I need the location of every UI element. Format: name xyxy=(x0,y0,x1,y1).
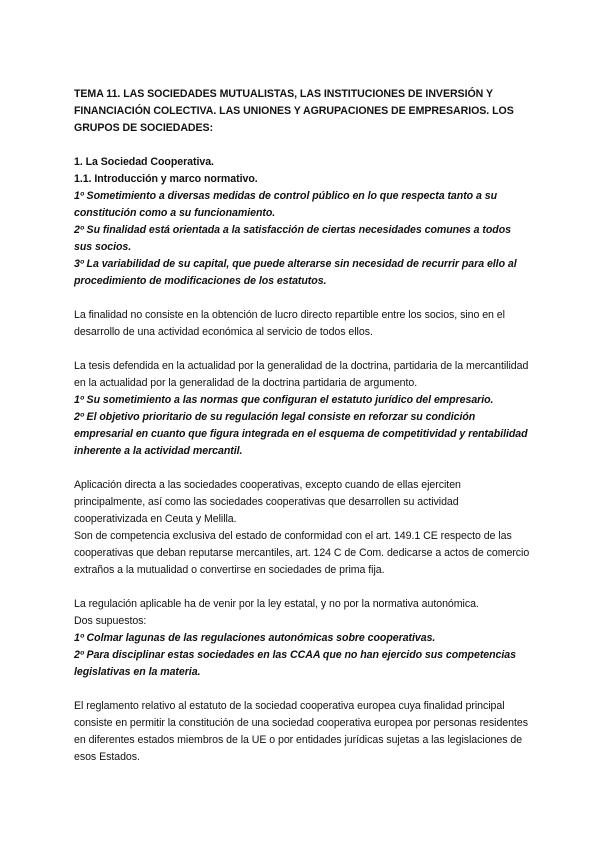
paragraph-regulacion: La regulación aplicable ha de venir por la ley estatal, y no por la normativa autonómica. xyxy=(74,598,479,610)
supuesto-point-2: 2º Para disciplinar estas sociedades en las CCAA que no han ejercido sus competencias legislativas en la materia. xyxy=(74,649,516,678)
document-body xyxy=(74,86,530,766)
spacer xyxy=(74,579,530,596)
supuestos-label: Dos supuestos: xyxy=(74,615,147,627)
spacer xyxy=(74,137,530,154)
cooperative-point-3: 3º La variabilidad de su capital, que puede alterarse sin necesidad de recurrir para ello al procedimiento de modificaciones de los estatutos. xyxy=(74,258,517,287)
paragraph-aplicacion: Aplicación directa a las sociedades cooperativas, excepto cuando de ellas ejerciten principalmente, así como las sociedades cooperativas que desarrollen su actividad cooperativizada en Ceuta y Melilla. xyxy=(74,479,461,525)
paragraph-finalidad: La finalidad no consiste en la obtención de lucro directo repartible entre los socios, sino en el desarrollo de una actividad económica al servicio de todos ellos. xyxy=(74,309,505,338)
document-title: TEMA 11. LAS SOCIEDADES MUTUALISTAS, LAS INSTITUCIONES DE INVERSIÓN Y FINANCIACIÓN COLECTIVA. LAS UNIONES Y AGRUPACIONES DE EMPRESARIOS. LOS GRUPOS DE SOCIEDADES: xyxy=(74,88,514,134)
supuesto-point-1: 1º Colmar lagunas de las regulaciones autonómicas sobre cooperativas. xyxy=(74,632,436,644)
paragraph-competencia: Son de competencia exclusiva del estado de conformidad con el art. 149.1 CE respecto de las cooperativas que deban reputarse mercantiles, art. 124 C de Com. dedicarse a actos de comercio extraños a la mutualidad o convertirse en sociedades de prima fija. xyxy=(74,530,530,576)
spacer xyxy=(74,681,530,698)
cooperative-point-1: 1º Sometimiento a diversas medidas de control público en lo que respecta tanto a su constitución como a su funcionamiento. xyxy=(74,190,497,219)
paragraph-reglamento: El reglamento relativo al estatuto de la sociedad cooperativa europea cuya finalidad principal consiste en permitir la constitución de una sociedad cooperativa europea por personas residentes en diferentes estados miembros de la UE o por entidades jurídicas sujetas a las legislaciones de esos Estados. xyxy=(74,700,528,763)
tesis-point-2: 2º El objetivo prioritario de su regulación legal consiste en reforzar su condición empresarial en cuanto que figura integrada en el esquema de competitividad y rentabilidad inherente a la actividad mercantil. xyxy=(74,411,528,457)
paragraph-tesis: La tesis defendida en la actualidad por la generalidad de la doctrina, partidaria de la mercantilidad en la actualidad por la generalidad de la doctrina partidaria de argumento. xyxy=(74,360,529,389)
section-heading: 1. La Sociedad Cooperativa. xyxy=(74,156,214,168)
section-subheading: 1.1. Introducción y marco normativo. xyxy=(74,173,258,185)
tesis-point-1: 1º Su sometimiento a las normas que configuran el estatuto jurídico del empresario. xyxy=(74,394,494,406)
spacer xyxy=(74,341,530,358)
spacer xyxy=(74,290,530,307)
cooperative-point-2: 2º Su finalidad está orientada a la satisfacción de ciertas necesidades comunes a todos sus socios. xyxy=(74,224,511,253)
spacer xyxy=(74,460,530,477)
